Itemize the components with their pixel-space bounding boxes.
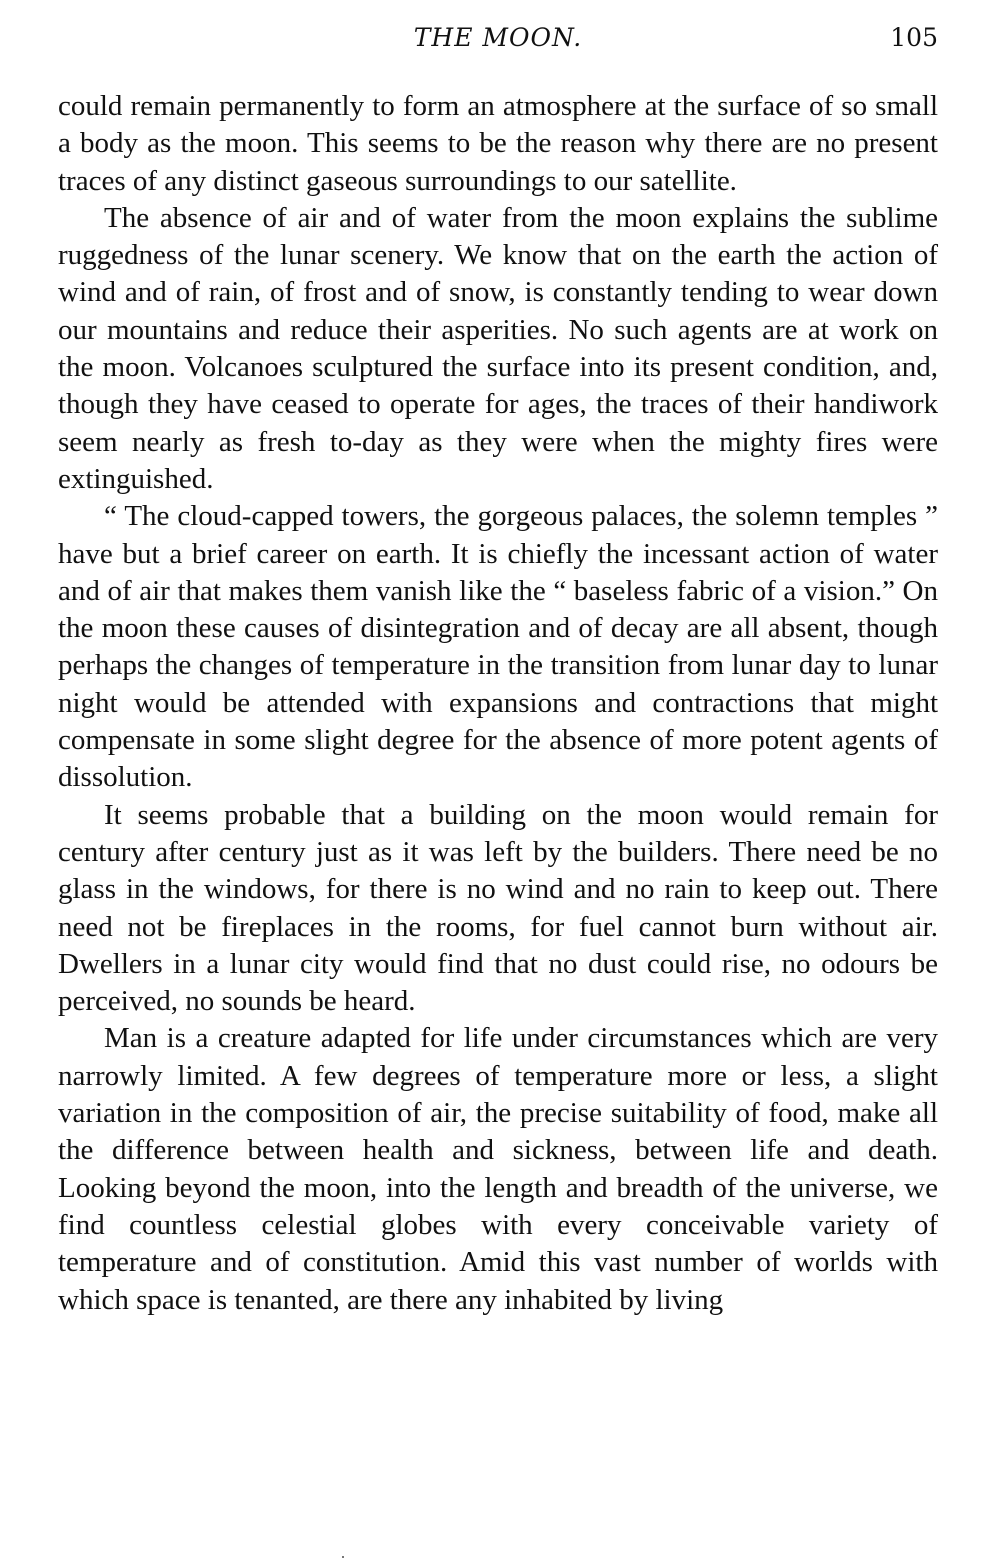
- paragraph-continuation: could remain permanently to form an atmosphere at the surface of so small a body as the moon. This seems to be the reason why there are no present traces of any distinct gaseous surroundings to our satellite.: [58, 90, 938, 197]
- running-title: THE MOON.: [413, 23, 583, 52]
- running-head: [58, 18, 938, 58]
- book-page: [58, 18, 938, 1319]
- paragraph-cloud-capped-towers: “ The cloud-capped towers, the gorgeous palaces, the solemn temples ” have but a brief career on earth. It is chiefly the incessant action of water and of air that makes them vanish like the “ baseless fabric of a vision.” On the moon these causes of disintegration and of decay are all absent, though perhaps the changes of temperature in the transition from lunar day to lunar night would be attended with expansions and contractions that might compensate in some slight degree for the absence of more potent agents of dissolution.: [58, 500, 938, 794]
- paragraph-lunar-scenery: The absence of air and of water from the moon explains the sublime ruggedness of the lunar scenery. We know that on the earth the action of wind and of rain, of frost and of snow, is constantly tending to wear down our mountains and reduce their asperities. No such agents are at work on the moon. Volcanoes sculptured the surface into its present condition, and, though they have ceased to operate for ages, the traces of their handiwork seem nearly as fresh to-day as they were when the mighty fires were extinguished.: [58, 201, 938, 495]
- body-text: [58, 88, 938, 1319]
- page-number: 105: [890, 23, 938, 52]
- paragraph-man-creature: Man is a creature adapted for life under circumstances which are very narrowly limited. A few degrees of temperature more or less, a slight variation in the composition of air, the precise suitability of food, make all the difference between health and sickness, between life and death. Looking beyond the moon, into the length and breadth of the universe, we find countless celestial globes with every conceivable variety of temperature and of constitution. Amid this vast number of worlds with which space is tenanted, are there any inhabited by living: [58, 1022, 938, 1316]
- paragraph-lunar-building: It seems probable that a building on the moon would remain for century after century just as it was left by the builders. There need be no glass in the windows, for there is no wind and no rain to keep out. There need not be fireplaces in the rooms, for fuel cannot burn without air. Dwellers in a lunar city would find that no dust could rise, no odours be perceived, no sounds be heard.: [58, 798, 938, 1018]
- print-speck: [342, 1556, 344, 1558]
